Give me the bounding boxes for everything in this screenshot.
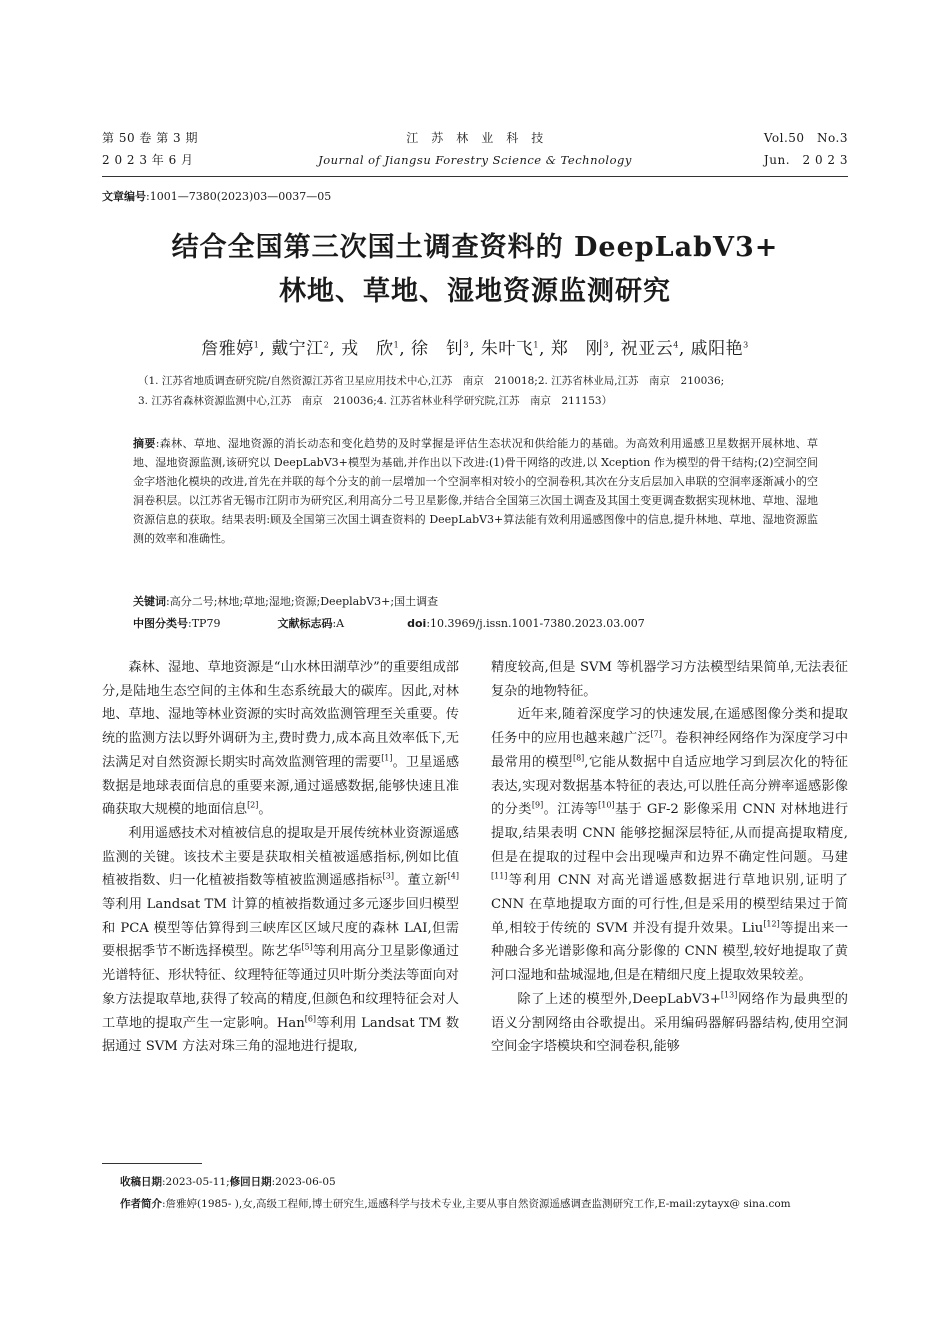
author-affiliation-mark: 1 [253, 340, 260, 350]
author: 朱叶飞 [480, 339, 534, 359]
classification-value: :TP79 [188, 617, 221, 630]
journal-date-en: Jun. 2 0 2 3 [763, 153, 848, 167]
doi-value: :10.3969/j.issn.1001-7380.2023.03.007 [426, 617, 645, 630]
author-bio-text: :詹雅婷(1985- ),女,高级工程师,博士研究生,遥感科学与技术专业,主要从事自然资源遥感调查监测研究工作,E-mail:zytayx@ sina.com [162, 1198, 791, 1210]
affiliations-line-1: （1. 江苏省地质调查研究院/自然资源江苏省卫星应用技术中心,江苏 南京 210018;2. 江苏省林业局,江苏 南京 210036; [138, 375, 725, 387]
doc-code-value: :A [332, 617, 345, 630]
citation: [4] [447, 871, 459, 881]
affiliations-line-2: 3. 江苏省森林资源监测中心,江苏 南京 210036;4. 江苏省林业科学研究院,江苏 南京 211153） [138, 395, 613, 407]
keywords [133, 592, 438, 611]
revised-date-label: 修回日期 [229, 1176, 272, 1188]
body-paragraph: 利用遥感技术对植被信息的提取是开展传统林业资源遥感监测的关键。该技术主要是获取相关植被遥感指标,例如比值植被指数、归一化植被指数等植被监测遥感指标[3]。董立新[4]等利用 Landsat TM 计算的植被指数通过多元逐步回归模型和 PCA 模型等估算得到三峡库区区域尺度的森林 LAI,但需要根据季节不断选择模型。陈艺华[5]等利用高分卫星影像通过光谱特征、形状特征、纹理特征等通过贝叶斯分类法等面向对象方法提取草地,获得了较高的精度,但颜色和纹理特征会对人工草地的提取产生一定影响。Han[6]等利用 Landsat TM 数据通过 SVM 方法对珠三角的湿地进行提取, [102, 825, 460, 1055]
received-date-value: :2023-05-11; [162, 1176, 230, 1188]
citation: [7] [650, 729, 662, 739]
author-affiliation-mark: 3 [743, 340, 749, 350]
author-affiliation-mark: 4 [673, 340, 679, 350]
classification-label: 中图分类号 [133, 617, 188, 630]
paper-title-line-1: 结合全国第三次国土调查资料的 DeepLabV3+ [171, 232, 779, 263]
author: 戎 欣 [341, 339, 394, 359]
citation: [9] [531, 800, 544, 810]
footnote-author-bio [102, 1194, 850, 1214]
header-rule [102, 176, 848, 177]
author-affiliation-mark: 1 [533, 340, 539, 350]
article-number [102, 188, 331, 204]
body-paragraph: 近年来,随着深度学习的快速发展,在遥感图像分类和提取任务中的应用也越来越广泛[7]。卷积神经网络作为深度学习中最常用的模型[8],它能从数据中自适应地学习到层次化的特征表达,实现对数据基本特征的表达,可以胜任高分辨率遥感影像的分类[9]。江涛等[10]基于 GF-2 影像采用 CNN 对林地进行提取,结果表明 CNN 能够挖掘深层特征,从而提高提取精度,但是在提取的过程中会出现噪声和边界不确定性问题。马建[11]等利用 CNN 对高光谱遥感数据进行草地识别,证明了 CNN 在草地提取方面的可行性,但是采用的模型结果过于简单,相较于传统的 SVM 并没有提升效果。Liu[12]等提出来一种融合多光谱影像和高分影像的 CNN 模型,较好地提取了黄河口湿地和盐城湿地,但是在精细尺度上提取效果较差。 [491, 707, 849, 984]
body-paragraph: 除了上述的模型外,DeepLabV3+[13]网络作为最典型的语义分割网络由谷歌提出。采用编码器解码器结构,使用空洞空间金字塔模块和空洞卷积,能够 [491, 990, 848, 1055]
citation: [11] [491, 871, 508, 881]
author-bio-label: 作者简介 [120, 1198, 162, 1210]
citation: [1] [381, 753, 393, 763]
classification-row [133, 614, 645, 633]
paper-title-line-2: 林地、草地、湿地资源监测研究 [279, 276, 671, 307]
body-paragraph: 精度较高,但是 SVM 等机器学习方法模型结果简单,无法表征复杂的地物特征。 [491, 660, 848, 699]
body-paragraph: 森林、湿地、草地资源是“山水林田湖草沙”的重要组成部分,是陆地生态空间的主体和生态系统最大的碳库。因此,对林地、草地、湿地等林业资源的实时高效监测管理至关重要。传统的监测方法以野外调研为主,费时费力,成本高且效率低下,无法满足对自然资源长期实时高效监测管理的需要[1]。卫星遥感数据是地球表面信息的重要来源,通过遥感数据,能够快速且准确获取大规模的地面信息[2]。 [102, 660, 460, 818]
citation: [8] [572, 753, 585, 763]
received-date-label: 收稿日期 [120, 1176, 162, 1188]
author: 戚阳艳 [690, 339, 744, 359]
author: 郑 刚 [550, 339, 604, 359]
article-number-label: 文章编号 [102, 190, 146, 203]
abstract-text: :森林、草地、湿地资源的消长动态和变化趋势的及时掌握是评估生态状况和供给能力的基础。为高效利用遥感卫星数据开展林地、草地、湿地资源监测,该研究以 DeepLabV3+模型为基础,并作出以下改进:(1)骨干网络的改进,以 Xception 作为模型的骨干结构;(2)空洞空间金字塔池化模块的改进,首先在并联的每个分支的前一层增加一个空洞率相对较小的空洞卷积,其次在分支后层加入串联的空洞率逐渐减小的空洞卷积层。以江苏省无锡市江阴市为研究区,利用高分二号卫星影像,并结合全国第三次国土调查及其国土变更调查数据实现林地、草地、湿地资源信息的获取。结果表明:顾及全国第三次国土调查资料的 DeepLabV3+算法能有效利用遥感图像中的信息,提升林地、草地、湿地资源监测的效率和准确性。 [133, 437, 819, 545]
author-affiliation-mark: 1 [393, 340, 400, 350]
abstract [133, 434, 818, 548]
author-affiliation-mark: 3 [463, 340, 470, 350]
author: 詹雅婷 [201, 339, 254, 359]
journal-name-cn: 江 苏 林 业 科 技 [406, 131, 544, 145]
body-column-left [102, 656, 459, 1059]
keywords-value: :高分二号;林地;草地;湿地;资源;DeeplabV3+;国土调查 [166, 595, 439, 608]
author: 徐 钊 [411, 339, 464, 359]
keywords-label: 关键词 [133, 595, 166, 608]
citation: [3] [382, 871, 395, 881]
citation: [2] [247, 800, 259, 810]
citation: [6] [304, 1014, 317, 1024]
journal-name-en: Journal of Jiangsu Forestry Science & Technology [318, 153, 632, 167]
author-affiliation-mark: 2 [323, 340, 330, 350]
author-affiliation-mark: 3 [603, 340, 609, 350]
journal-vol-no-en: Vol.50 No.3 [763, 131, 848, 145]
author-list: 詹雅婷$^1$, 戴宁江$^2$, 戎 欣$^1$, 徐 钊$^3$, 朱叶飞$^1$, 郑 刚$^3$, 祝亚云$^4$, 戚阳艳$^3$ [201, 339, 749, 359]
revised-date-value: :2023-06-05 [271, 1176, 336, 1188]
article-number-value: :1001—7380(2023)03—0037—05 [146, 190, 332, 203]
author: 戴宁江 [271, 339, 324, 359]
citation: [10] [598, 800, 615, 810]
footnote-rule [102, 1163, 202, 1164]
citation: [13] [720, 990, 738, 1000]
journal-date: 2 0 2 3 年 6 月 [102, 153, 194, 167]
citation: [12] [763, 919, 780, 929]
body-column-right [491, 656, 848, 1059]
footnote-dates [120, 1172, 850, 1192]
abstract-label: 摘要 [133, 437, 156, 450]
doc-code-label: 文献标志码 [277, 617, 333, 630]
citation: [5] [301, 943, 313, 953]
journal-volume-issue: 第 50 卷 第 3 期 [102, 131, 198, 145]
doi-label: doi [407, 617, 427, 630]
author: 祝亚云 [620, 339, 674, 359]
